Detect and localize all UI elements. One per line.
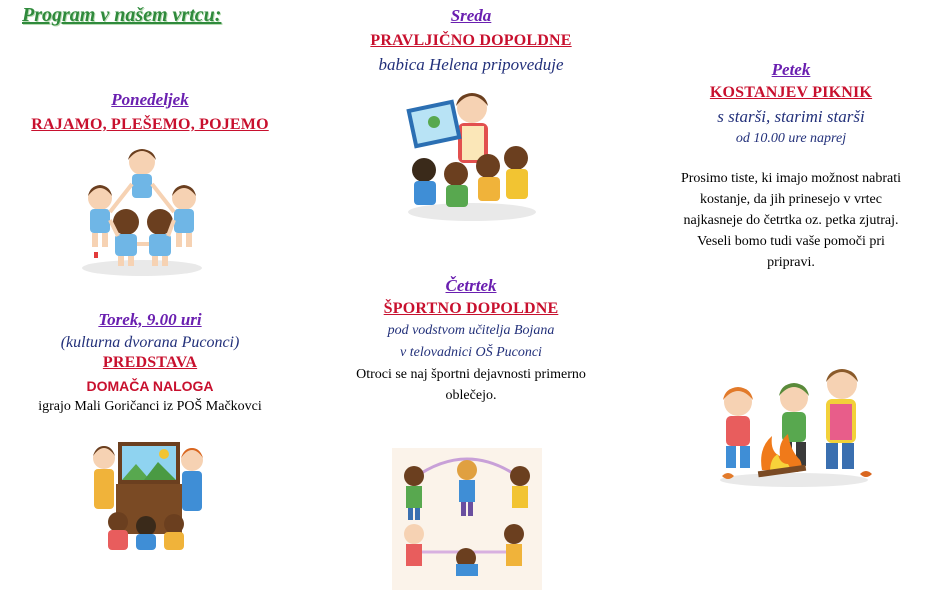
friday-p2: kostanje, da jih prinesejo v vrtec <box>700 192 882 207</box>
tuesday-show-title: DOMAČA NALOGA <box>86 378 214 394</box>
thursday-line3: Otroci se naj športni dejavnosti primerno <box>356 367 586 382</box>
children-circle-dance-illustration <box>78 140 206 280</box>
friday-p4: Veseli bomo tudi vaše pomoči pri <box>697 234 885 249</box>
thursday-line2: v telovadnici OŠ Puconci <box>400 345 542 360</box>
thursday-section <box>300 276 642 406</box>
thursday-event: ŠPORTNO DOPOLDNE <box>383 300 559 317</box>
friday-p5: pripravi. <box>767 255 815 270</box>
campfire-chestnut-illustration <box>714 364 874 488</box>
thursday-line1: pod vodstvom učitelja Bojana <box>387 323 555 338</box>
monday-event: RAJAMO, PLEŠEMO, POJEMO <box>31 116 269 133</box>
children-sports-illustration <box>392 448 542 590</box>
tuesday-day: Torek, 9.00 uri <box>98 310 202 329</box>
tuesday-event: PREDSTAVA <box>102 354 198 371</box>
tuesday-location: (kulturna dvorana Puconci) <box>60 334 240 351</box>
thursday-day: Četrtek <box>445 276 497 295</box>
storytelling-illustration <box>400 88 544 222</box>
puppet-theater-illustration <box>88 436 208 552</box>
thursday-line4: oblečejo. <box>445 388 497 403</box>
friday-line1: s starši, starimi starši <box>717 107 865 126</box>
monday-section <box>0 90 300 134</box>
tuesday-section <box>0 310 300 417</box>
friday-section <box>640 60 942 273</box>
friday-paragraph <box>640 168 942 273</box>
friday-p1: Prosimo tiste, ki imajo možnost nabrati <box>680 171 902 186</box>
tuesday-performers: igrajo Mali Goričanci iz POŠ Mačkovci <box>38 399 262 414</box>
monday-day: Ponedeljek <box>111 90 189 109</box>
wednesday-section <box>310 6 632 76</box>
friday-line2: od 10.00 ure naprej <box>735 131 847 146</box>
friday-event: KOSTANJEV PIKNIK <box>709 84 873 101</box>
wednesday-event: PRAVLJIČNO DOPOLDNE <box>370 32 572 49</box>
page-title: Program v našem vrtcu: <box>22 4 222 26</box>
friday-p3: najkasneje do četrtka oz. petka zjutraj. <box>683 213 899 228</box>
wednesday-day: Sreda <box>450 6 492 25</box>
wednesday-note: babica Helena pripoveduje <box>378 55 564 74</box>
friday-day: Petek <box>771 60 811 79</box>
